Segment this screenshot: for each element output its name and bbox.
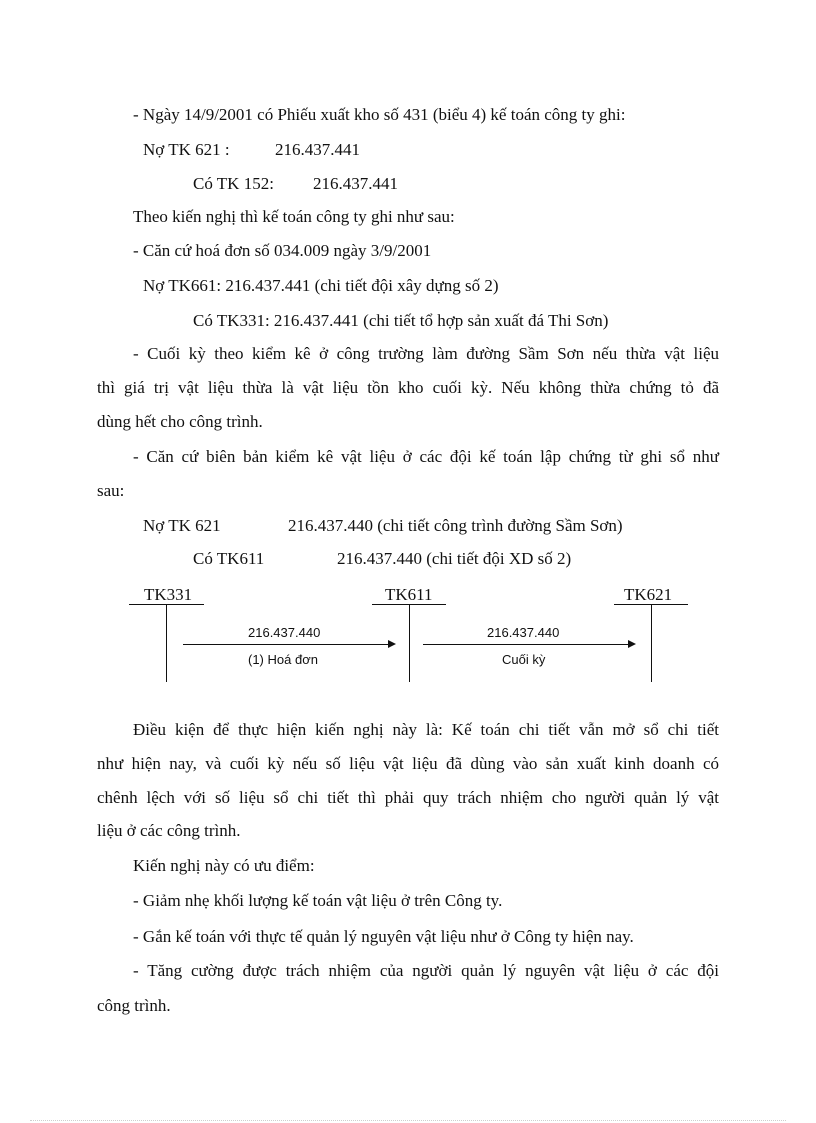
entry-debit-label: Nợ TK 621 bbox=[143, 516, 221, 535]
paragraph-line: chênh lệch với số liệu sổ chi tiết thì phải quy trách nhiệm cho người quản lý vật bbox=[97, 788, 719, 807]
text-line: - Ngày 14/9/2001 có Phiếu xuất kho số 431 (biểu 4) kế toán công ty ghi: bbox=[133, 105, 626, 124]
account-rule bbox=[651, 604, 652, 682]
text-line: Theo kiến nghị thì kế toán công ty ghi như sau: bbox=[133, 207, 455, 226]
paragraph-line: dùng hết cho công trình. bbox=[97, 412, 263, 431]
entry-credit-line: Có TK331: 216.437.441 (chi tiết tổ hợp sản xuất đá Thi Sơn) bbox=[193, 311, 609, 330]
account-tk621: TK621 bbox=[624, 585, 673, 604]
arrow2-line bbox=[423, 644, 628, 645]
paragraph-line: thì giá trị vật liệu thừa là vật liệu tồn kho cuối kỳ. Nếu không thừa chứng tỏ đã bbox=[97, 378, 719, 397]
arrow1-head bbox=[388, 640, 396, 648]
arrow1-label: (1) Hoá đơn bbox=[248, 652, 318, 667]
account-rule bbox=[409, 604, 410, 682]
paragraph-line: công trình. bbox=[97, 996, 171, 1015]
arrow2-label: Cuối kỳ bbox=[502, 652, 546, 667]
arrow2-head bbox=[628, 640, 636, 648]
paragraph-line: liệu ở các công trình. bbox=[97, 821, 241, 840]
entry-credit-label: Có TK611 bbox=[193, 549, 265, 568]
paragraph-line: như hiện nay, và cuối kỳ nếu số liệu vật liệu đã dùng vào sản xuất kinh doanh có bbox=[97, 754, 719, 773]
page-footer-rule bbox=[30, 1120, 786, 1121]
entry-debit-amount: 216.437.440 (chi tiết công trình đường Sầm Sơn) bbox=[288, 516, 623, 535]
entry-credit-amount: 216.437.440 (chi tiết đội XD số 2) bbox=[337, 549, 572, 568]
account-tk611: TK611 bbox=[385, 585, 433, 604]
arrow1-value: 216.437.440 bbox=[248, 625, 321, 640]
entry-debit-label: Nợ TK 621 : bbox=[143, 140, 230, 159]
text-line: - Giảm nhẹ khối lượng kế toán vật liệu ở trên Công ty. bbox=[133, 891, 503, 910]
text-line: Kiến nghị này có ưu điểm: bbox=[133, 856, 315, 875]
entry-credit-amount: 216.437.441 bbox=[313, 174, 398, 193]
entry-credit-label: Có TK 152: bbox=[193, 174, 274, 193]
entry-debit-amount: 216.437.441 bbox=[275, 140, 360, 159]
entry-debit-line: Nợ TK661: 216.437.441 (chi tiết đội xây dựng số 2) bbox=[143, 276, 499, 295]
account-rule bbox=[166, 604, 167, 682]
paragraph-line: - Tăng cường được trách nhiệm của người quản lý nguyên vật liệu ở các đội bbox=[133, 961, 719, 980]
text-line: - Căn cứ hoá đơn số 034.009 ngày 3/9/2001 bbox=[133, 241, 432, 260]
paragraph-line: - Cuối kỳ theo kiểm kê ở công trường làm đường Sầm Sơn nếu thừa vật liệu bbox=[133, 344, 719, 363]
paragraph-line: sau: bbox=[97, 481, 125, 500]
paragraph-line: Điều kiện để thực hiện kiến nghị này là: Kế toán chi tiết vẫn mở sổ chi tiết bbox=[133, 720, 719, 739]
paragraph-line: - Căn cứ biên bản kiểm kê vật liệu ở các đội kế toán lập chứng từ ghi sổ như bbox=[133, 447, 719, 466]
arrow2-value: 216.437.440 bbox=[487, 625, 560, 640]
text-line: - Gắn kế toán với thực tế quản lý nguyên vật liệu như ở Công ty hiện nay. bbox=[133, 927, 634, 946]
arrow1-line bbox=[183, 644, 388, 645]
account-tk331: TK331 bbox=[144, 585, 193, 604]
